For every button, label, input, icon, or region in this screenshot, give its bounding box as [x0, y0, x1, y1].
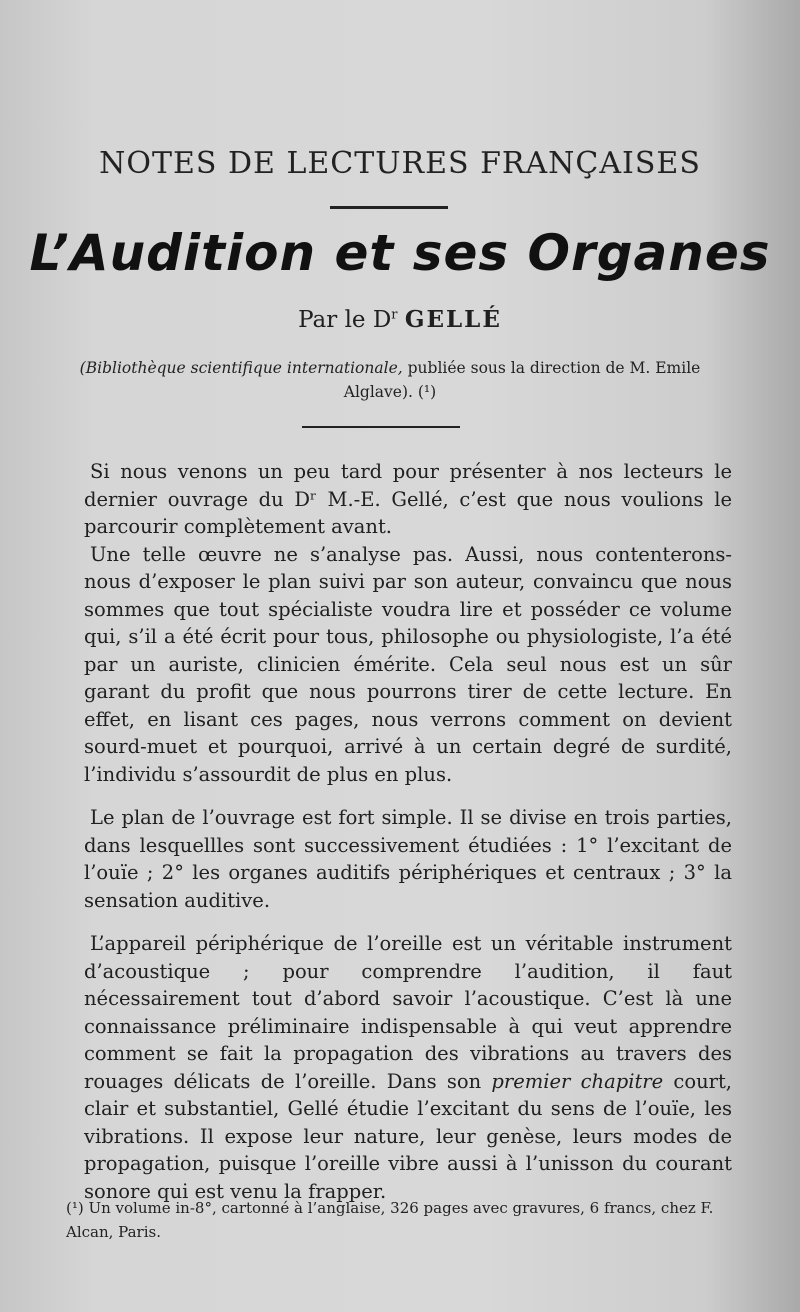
paragraph-4-a: L’appareil périphérique de l’oreille est un véritable instrument d’acoustique ; pour comprendre l’audition, il faut nécessairement tout d’abord savoir l’acoustique. C’est là une connaissance préliminaire indispensable à qui veut apprendre comment se fait la propagation des vibrations au travers des rouages délicats de l’oreille. Dans son	[84, 932, 732, 1093]
paragraph-3: Le plan de l’ouvrage est fort simple. Il se divise en trois parties, dans lesquellles sont successivement étudiées : 1° l’excitant de l’ouïe ; 2° les organes auditifs périphériques et centraux ; 3° la sensation auditive.	[84, 806, 732, 912]
collection-note	[50, 356, 730, 404]
title-rule	[302, 426, 460, 428]
author-name: GELLÉ	[404, 306, 502, 333]
paragraph-4	[84, 930, 732, 1205]
byline	[0, 306, 800, 333]
collection-rest: publiée sous la direction de M. Emile Alglave). (¹)	[343, 359, 701, 401]
paragraph-1: Si nous venons un peu tard pour présenter à nos lecteurs le dernier ouvrage du Dʳ M.-E. Gellé, c’est que nous voulions le parcourir complètement avant.	[84, 460, 732, 538]
paragraph-4-b: court, clair et substantiel, Gellé étudie l’excitant du sens de l’ouïe, les vibrations. Il expose leur nature, leur genèse, leurs modes de propagation, puisque l’oreille vibre aussi à l’unisson du courant sonore qui est venu la frapper.	[84, 1069, 733, 1203]
article-body	[84, 458, 732, 1205]
section-header: NOTES DE LECTURES FRANÇAISES	[99, 146, 701, 181]
byline-sup: r	[391, 307, 398, 323]
header-rule	[330, 206, 448, 209]
article-title: L’Audition et ses Organes	[29, 224, 771, 282]
footnote: (¹) Un volume in-8°, cartonné à l’anglaise, 326 pages avec gravures, 6 francs, chez F. Alcan, Paris.	[66, 1199, 714, 1241]
paragraph-4-italic: premier chapitre	[491, 1069, 664, 1093]
collection-italic: (Bibliothèque scientifique internationale,	[79, 359, 403, 377]
byline-prefix: Par le D	[298, 307, 392, 333]
paragraph-2: Une telle œuvre ne s’analyse pas. Aussi, nous contenterons-nous d’exposer le plan suivi par son auteur, convaincu que nous sommes que tout spécialiste voudra lire et posséder ce volume qui, s’il a été écrit pour tous, philosophe ou physiologiste, l’a été par un auriste, clinicien émérite. Cela seul nous est un sûr garant du profit que nous pourrons tirer de cette lecture. En effet, en lisant ces pages, nous verrons comment on devient sourd-muet et pourquoi, arrivé à un certain degré de surdité, l’individu s’assourdit de plus en plus.	[84, 542, 732, 786]
